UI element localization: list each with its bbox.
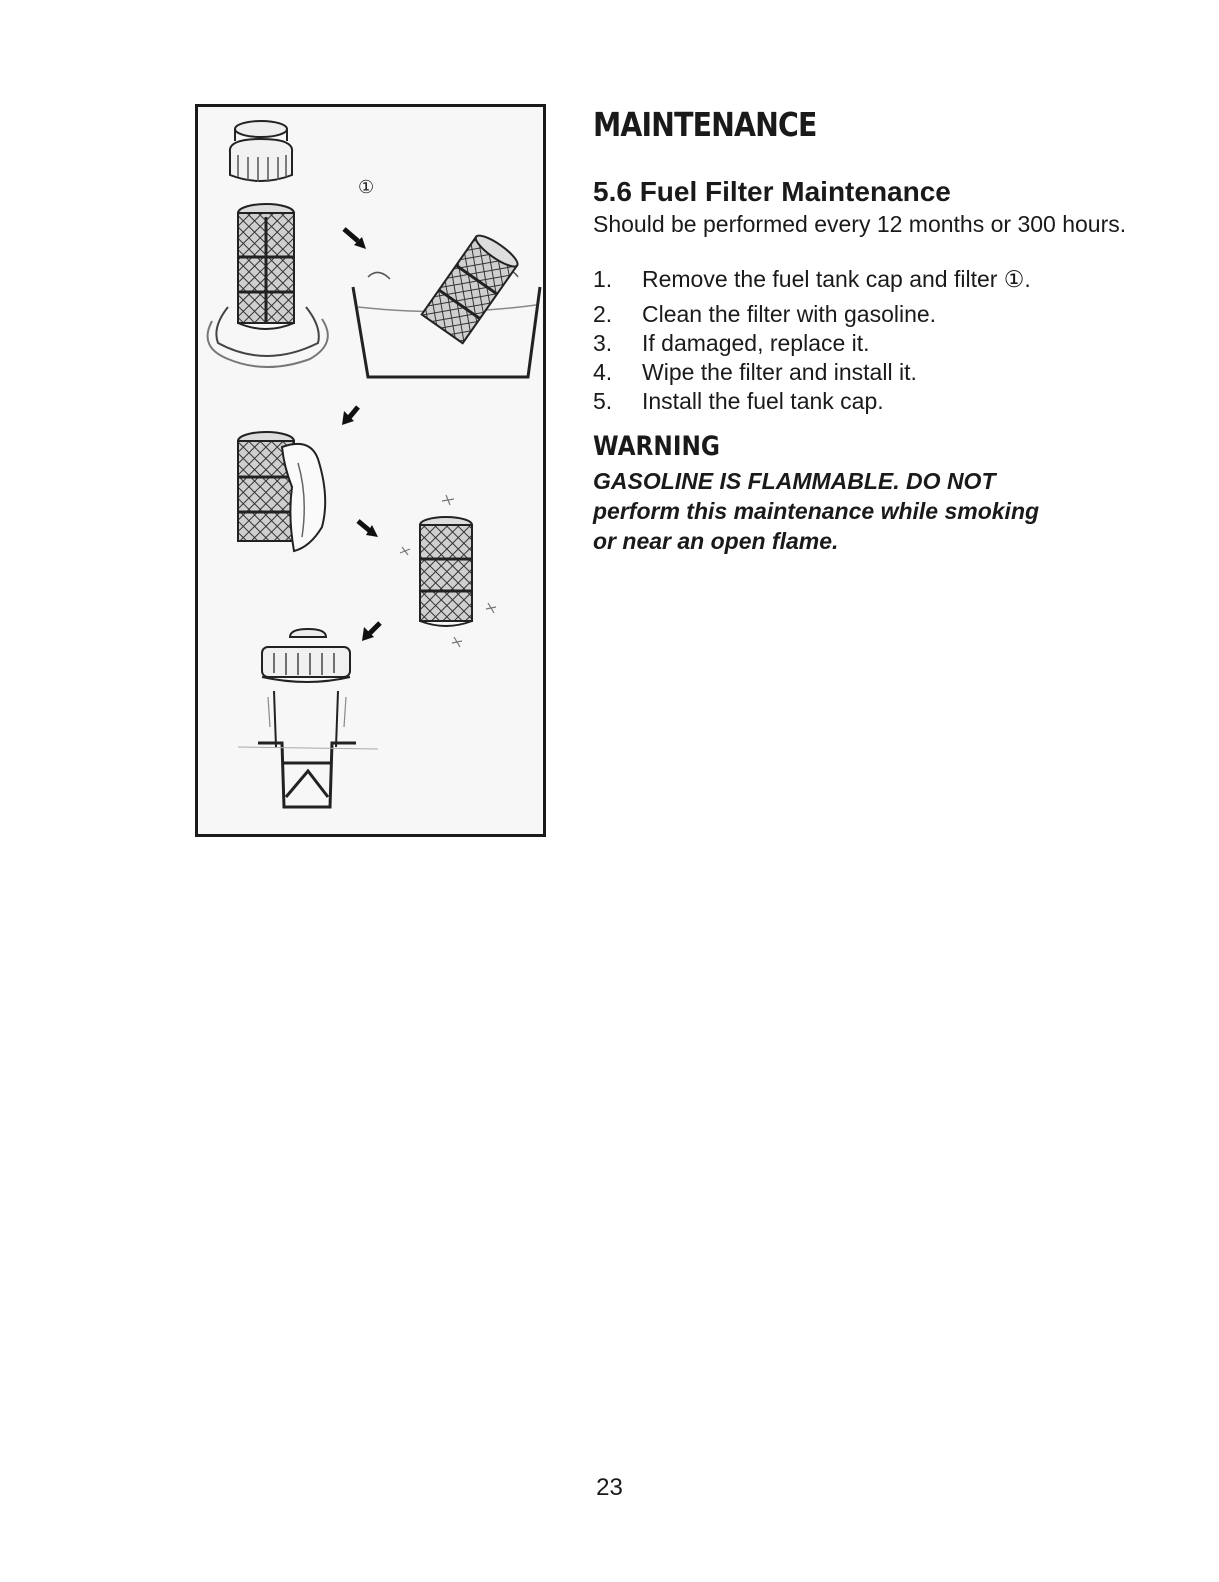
step-number: 3.: [593, 330, 613, 356]
fuel-filter-icon: [238, 204, 294, 329]
step-text: If damaged, replace it.: [642, 330, 870, 356]
arrow-icon: [358, 521, 378, 537]
fuel-filter-icon: [422, 231, 521, 343]
fuel-cap-icon: [230, 121, 292, 182]
section-title: MAINTENANCE: [593, 105, 817, 144]
arrow-icon: [344, 229, 366, 249]
subsection-title: 5.6 Fuel Filter Maintenance: [593, 176, 951, 207]
warning-title: WARNING: [593, 431, 720, 462]
list-item: [593, 358, 1153, 387]
page-number: 23: [596, 1474, 623, 1501]
list-item: [593, 300, 1153, 329]
step-number: 2.: [593, 301, 613, 327]
fuel-cap-icon: [262, 629, 350, 682]
intro-text: Should be performed every 12 months or 300 hours.: [593, 211, 1127, 237]
step-text: Clean the filter with gasoline.: [642, 301, 937, 327]
step-text: Remove the fuel tank cap and filter ①.: [642, 266, 1031, 292]
callout-label: ①: [358, 177, 375, 198]
fuel-filter-icon: [420, 517, 472, 626]
steps-list: [593, 265, 1153, 416]
step-text: Install the fuel tank cap.: [642, 388, 884, 414]
step-number: 1.: [593, 266, 613, 292]
list-item: [593, 265, 1153, 294]
step-number: 4.: [593, 359, 613, 385]
arrow-icon: [342, 407, 358, 425]
list-item: [593, 387, 1153, 416]
fuel-tank-icon: [238, 691, 378, 807]
content-column: [593, 106, 1153, 556]
step-number: 5.: [593, 388, 613, 414]
list-item: [593, 329, 1153, 358]
fuel-filter-illustration: [195, 104, 546, 837]
warning-text: GASOLINE IS FLAMMABLE. DO NOT perform this maintenance while smoking or near an open flame.: [593, 468, 1040, 554]
arrow-icon: [362, 623, 380, 641]
step-text: Wipe the filter and install it.: [642, 359, 917, 385]
